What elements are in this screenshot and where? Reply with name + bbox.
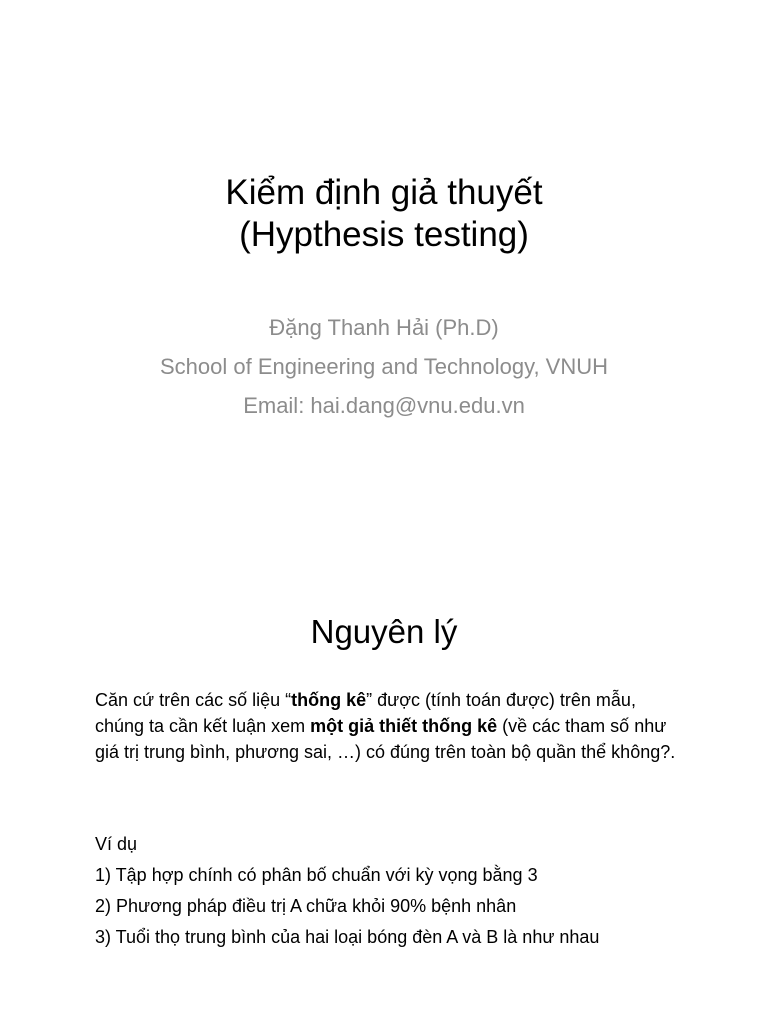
principle-slide <box>0 512 768 1024</box>
paragraph-text-2: ” được (tính toán được) trên mẫu, chúng ta cần kết luận xem <box>95 690 636 736</box>
title-line-1: Kiểm định giả thuyết <box>225 173 543 212</box>
paragraph-bold-1: thống kê <box>291 690 367 710</box>
slide-title: Nguyên lý <box>310 613 458 650</box>
title-line-2: (Hypthesis testing) <box>239 215 529 254</box>
author-block <box>0 308 768 425</box>
paragraph-bold-2: một giả thiết thống kê <box>310 716 498 736</box>
example-item: 2) Phương pháp điều trị A chữa khỏi 90% bệnh nhân <box>95 896 517 916</box>
presentation-title <box>0 172 768 256</box>
paragraph-text-1: Căn cứ trên các số liệu “ <box>95 690 292 710</box>
example-list <box>95 829 685 953</box>
paragraph-text-3: (về các tham số như giá trị trung bình, phương sai, …) có đúng trên toàn bộ quần thể không?. <box>95 716 676 762</box>
author-affiliation: School of Engineering and Technology, VNUH <box>159 354 609 379</box>
example-heading: Ví dụ <box>95 834 138 854</box>
author-email: Email: hai.dang@vnu.edu.vn <box>243 393 525 418</box>
principle-paragraph <box>95 687 685 765</box>
example-item: 1) Tập hợp chính có phân bố chuẩn với kỳ vọng bằng 3 <box>95 865 538 885</box>
example-item: 3) Tuổi thọ trung bình của hai loại bóng đèn A và B là như nhau <box>95 927 600 947</box>
author-name: Đặng Thanh Hải (Ph.D) <box>269 315 499 340</box>
